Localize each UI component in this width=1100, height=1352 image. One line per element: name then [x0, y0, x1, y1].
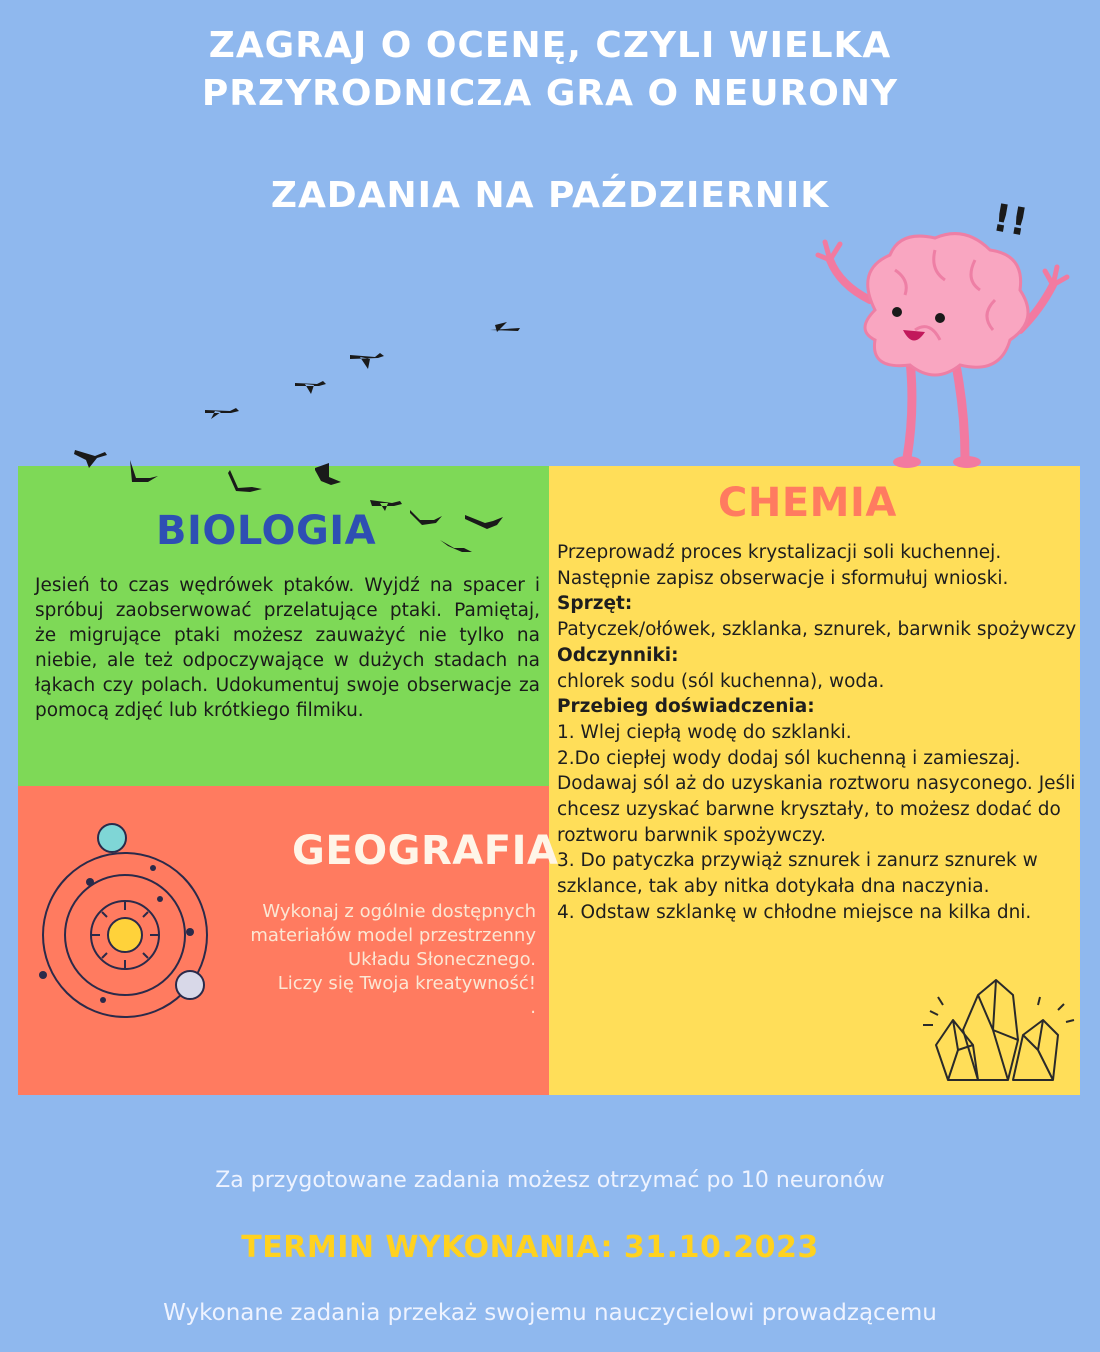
solar-system-icon	[35, 820, 215, 1030]
geography-line-1: Wykonaj z ogólnie dostępnych	[262, 901, 536, 922]
crystals-icon	[918, 970, 1078, 1090]
chemistry-heading: CHEMIA	[718, 480, 897, 526]
title-line-1: ZAGRAJ O OCENĘ, CZYLI WIELKA	[208, 25, 892, 66]
chemistry-reagents-label: Odczynniki:	[557, 644, 679, 666]
chemistry-intro: Przeprowadź proces krystalizacji soli kuchennej. Następnie zapisz obserwacje i sformułuj wnioski.	[557, 542, 1009, 589]
title-line-2: PRZYRODNICZA GRA O NEURONY	[201, 73, 899, 114]
geography-heading: GEOGRAFIA	[292, 828, 559, 874]
chemistry-step-3: 3. Do patyczka przywiąż sznurek i zanurz sznurek w szklance, tak aby nitka dotykała dna naczynia.	[557, 850, 1038, 898]
chemistry-step-2: 2.Do ciepłej wody dodaj sól kuchenną i zamieszaj. Dodawaj sól aż do uzyskania roztworu nasyconego. Jeśli chcesz uzyskać barwne kryształy, to możesz dodać do roztworu barwnik spożywczy.	[557, 747, 1076, 846]
handover-note: Wykonane zadania przekaż swojemu nauczycielowi prowadzącemu	[163, 1300, 937, 1326]
geography-line-2: materiałów model przestrzenny	[250, 925, 536, 946]
biology-text: Jesień to czas wędrówek ptaków. Wyjdź na spacer i spróbuj zaobserwować przelatujące ptaki. Pamiętaj, że migrujące ptaki możesz zauważyć nie tylko na niebie, ale też odpoczywające w dużych stadach na łąkach czy polach. Udokumentuj swoje obserwacje za pomocą zdjęć lub krótkiego filmiku.	[35, 575, 540, 721]
chemistry-equipment: Patyczek/ołówek, szklanka, sznurek, barwnik spożywczy	[557, 619, 1077, 641]
brain-mascot-icon	[815, 190, 1080, 470]
footer-note: Za przygotowane zadania możesz otrzymać po 10 neuronów	[215, 1168, 885, 1193]
chemistry-procedure-label: Przebieg doświadczenia:	[557, 696, 815, 718]
chemistry-step-1: 1. Wlej ciepłą wodę do szklanki.	[557, 721, 852, 743]
chemistry-step-4: 4. Odstaw szklankę w chłodne miejsce na kilka dni.	[557, 901, 1032, 923]
brain-exclaim-text: !!	[989, 195, 1032, 245]
geography-line-3: Układu Słonecznego.	[347, 949, 536, 970]
geography-line-4: Liczy się Twoja kreatywność!	[277, 973, 536, 994]
chemistry-text	[557, 540, 1077, 926]
subtitle: ZADANIA NA PAŹDZIERNIK	[270, 175, 830, 216]
biology-heading: BIOLOGIA	[156, 508, 377, 554]
chemistry-reagents: chlorek sodu (sól kuchenna), woda.	[557, 670, 885, 692]
deadline: TERMIN WYKONANIA: 31.10.2023	[241, 1230, 819, 1265]
chemistry-equipment-label: Sprzęt:	[557, 593, 633, 615]
geography-text	[200, 900, 536, 1020]
geography-line-5: .	[530, 997, 536, 1018]
